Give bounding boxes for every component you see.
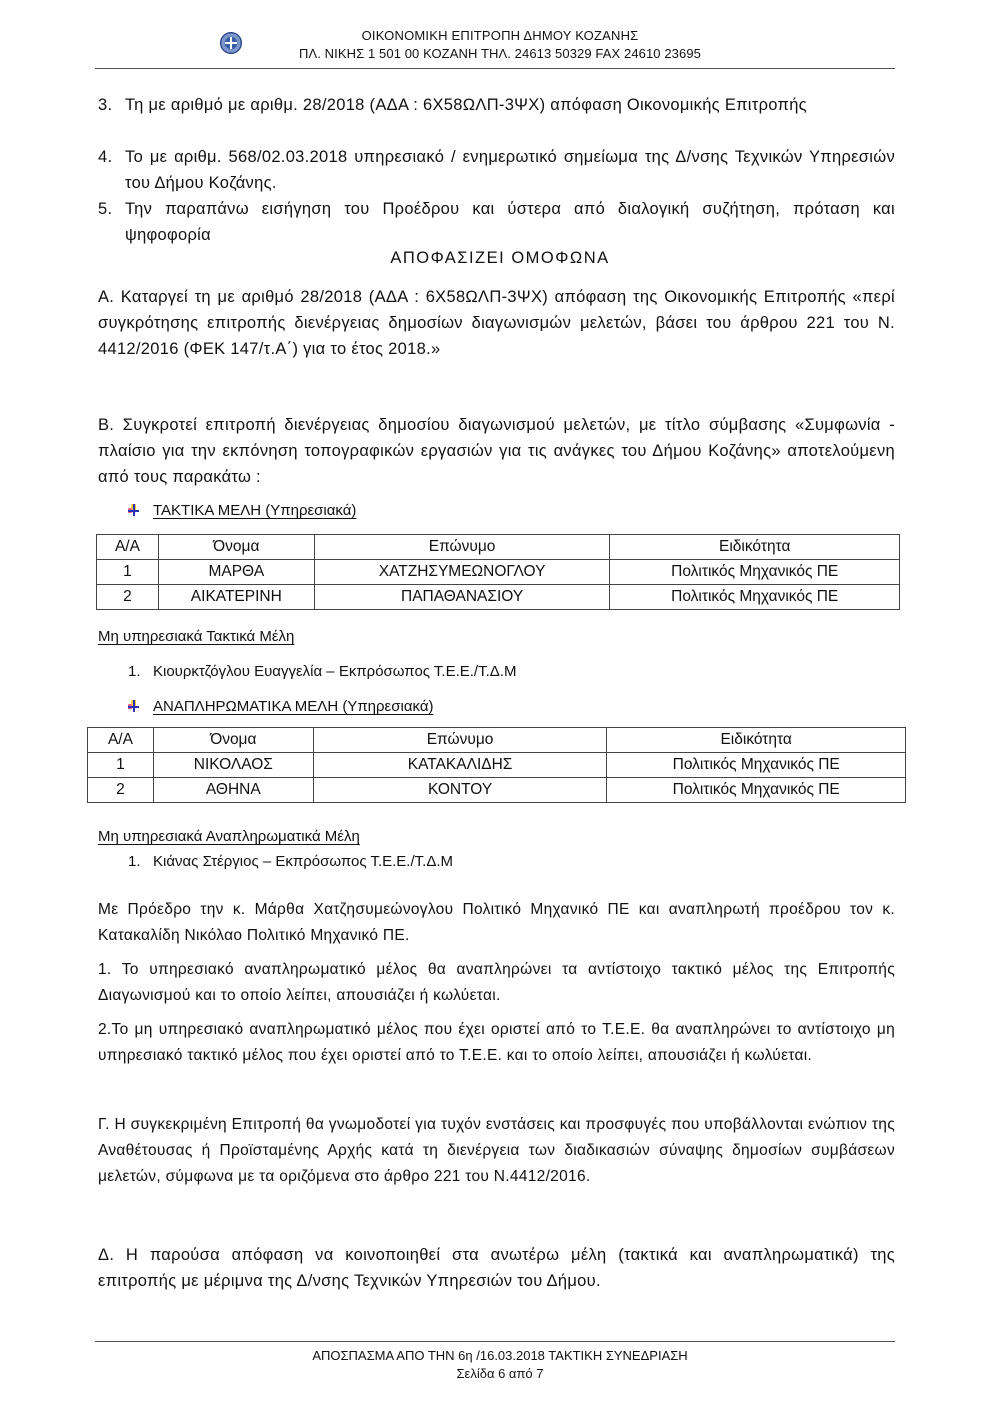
column-header: Α/Α xyxy=(88,728,154,753)
header-address: ΠΛ. ΝΙΚΗΣ 1 501 00 ΚΟΖΑΝΗ ΤΗΛ. 24613 50329 FAX 24610 23695 xyxy=(298,46,701,61)
cell-first-name: ΑΙΚΑΤΕΡΙΝΗ xyxy=(158,585,314,610)
item-number: 3. xyxy=(98,96,113,114)
cell-specialty: Πολιτικός Μηχανικός ΠΕ xyxy=(610,560,900,585)
non-service-regular-heading: Μη υπηρεσιακά Τακτικά Μέλη xyxy=(98,628,295,645)
table-row xyxy=(97,585,900,610)
item-text: Την παραπάνω εισήγηση του Προέδρου και ύστερα από διαλογική συζήτηση, πρόταση και ψηφοφορία xyxy=(125,200,895,244)
non-service-substitute-item: 1. Κιάνας Στέργιος – Εκπρόσωπος Τ.Ε.Ε./Τ.Δ.Μ xyxy=(128,853,454,870)
table-header-row xyxy=(88,728,906,753)
cell-first-name: ΑΘΗΝΑ xyxy=(153,778,313,803)
substitute-members-table xyxy=(87,727,906,803)
cell-index: 2 xyxy=(88,778,154,803)
item-text: Τη με αριθμό με αριθμ. 28/2018 (ΑΔΑ : 6Χ58ΩΛΠ-3ΨΧ) απόφαση Οικονομικής Επιτροπής xyxy=(125,96,807,114)
table-row xyxy=(97,560,900,585)
cell-first-name: ΜΑΡΘΑ xyxy=(158,560,314,585)
table-row xyxy=(88,778,906,803)
header-divider xyxy=(95,68,895,69)
footer-divider xyxy=(95,1341,895,1342)
column-header: Επώνυμο xyxy=(314,535,610,560)
bullet-arrow-icon xyxy=(128,700,139,712)
non-service-substitute-heading: Μη υπηρεσιακά Αναπληρωματικά Μέλη xyxy=(98,828,360,845)
section-c-paragraph: Γ. Η συγκεκριμένη Επιτροπή θα γνωμοδοτεί για τυχόν ενστάσεις και προσφυγές που υποβάλλονται ενώπιον της Αναθέτουσας ή Προϊσταμένης Αρχής κατά τη διενέργεια των διαδικασιών σύναψης δημοσίων συμβάσεων μελετών, σύμφωνα με τα οριζόμενα στο άρθρο 221 του Ν.4412/2016. xyxy=(98,1116,895,1185)
column-header: Επώνυμο xyxy=(313,728,607,753)
cell-specialty: Πολιτικός Μηχανικός ΠΕ xyxy=(607,753,906,778)
bullet-arrow-icon xyxy=(128,504,139,516)
section-b-paragraph: Β. Συγκροτεί επιτροπή διενέργειας δημοσίου διαγωνισμού μελετών, με τίτλο σύμβασης «Συμφωνία - πλαίσιο για την εκπόνηση τοπογραφικών εργασιών για τις ανάγκες του Δήμου Κοζάνης» αποτελούμενη από τους παρακάτω : xyxy=(98,416,895,486)
rule-1-paragraph: 1. Το υπηρεσιακό αναπληρωματικό μέλος θα αναπληρώνει τα αντίστοιχο τακτικό μέλος της Επιτροπής Διαγωνισμού και το οποίο λείπει, απουσιάζει ή κωλύεται. xyxy=(98,961,895,1004)
header-organization: ΟΙΚΟΝΟΜΙΚΗ ΕΠΙΤΡΟΠΗ ΔΗΜΟΥ ΚΟΖΑΝΗΣ xyxy=(361,28,639,43)
table-row xyxy=(88,753,906,778)
decision-title: ΑΠΟΦΑΣΙΖΕΙ ΟΜΟΦΩΝΑ xyxy=(390,249,610,267)
rule-2-paragraph: 2.Το μη υπηρεσιακό αναπληρωματικό μέλος που έχει οριστεί από το Τ.Ε.Ε. θα αναπληρώνει το αντίστοιχο μη υπηρεσιακό τακτικό μέλος που έχει οριστεί από το Τ.Ε.Ε. και το οποίο λείπει, απουσιάζει ή κωλύεται. xyxy=(98,1021,895,1064)
cell-first-name: ΝΙΚΟΛΑΟΣ xyxy=(153,753,313,778)
table-header-row xyxy=(97,535,900,560)
cell-surname: ΚΑΤΑΚΑΛΙΔΗΣ xyxy=(313,753,607,778)
column-header: Όνομα xyxy=(158,535,314,560)
non-service-regular-item: 1. Κιουρκτζόγλου Ευαγγελία – Εκπρόσωπος Τ.Ε.Ε./Τ.Δ.Μ xyxy=(128,663,517,680)
chair-paragraph: Με Πρόεδρο την κ. Μάρθα Χατζησυμεώνογλου Πολιτικό Μηχανικό ΠΕ και αναπληρωτή προέδρου τον κ. Κατακαλίδη Νικόλαο Πολιτικό Μηχανικό ΠΕ. xyxy=(98,901,895,944)
section-d-paragraph: Δ. Η παρούσα απόφαση να κοινοποιηθεί στα ανωτέρω μέλη (τακτικά και αναπληρωματικά) της επιτροπής με μέριμνα της Δ/νσης Τεχνικών Υπηρεσιών του Δήμου. xyxy=(98,1246,895,1290)
cell-surname: ΠΑΠΑΘΑΝΑΣΙΟΥ xyxy=(314,585,610,610)
item-number: 4. xyxy=(98,148,113,166)
column-header: Όνομα xyxy=(153,728,313,753)
item-number: 5. xyxy=(98,200,113,218)
cell-specialty: Πολιτικός Μηχανικός ΠΕ xyxy=(607,778,906,803)
numbered-item-5 xyxy=(98,196,895,248)
section-a-paragraph: Α. Καταργεί τη με αριθμό 28/2018 (ΑΔΑ : 6Χ58ΩΛΠ-3ΨΧ) απόφαση της Οικονομικής Επιτροπής «περί συγκρότησης επιτροπής διενέργειας δημοσίων διαγωνισμών μελετών, βάσει του άρθρου 221 του Ν. 4412/2016 (ΦΕΚ 147/τ.Α΄) για το έτος 2018.» xyxy=(98,288,895,358)
numbered-item-4 xyxy=(98,144,895,196)
cell-index: 1 xyxy=(88,753,154,778)
item-text: Το με αριθμ. 568/02.03.2018 υπηρεσιακό / ενημερωτικό σημείωμα της Δ/νσης Τεχνικών Υπηρεσιών του Δήμου Κοζάνης. xyxy=(125,148,895,192)
cell-specialty: Πολιτικός Μηχανικός ΠΕ xyxy=(610,585,900,610)
substitute-members-heading: ΑΝΑΠΛΗΡΩΜΑΤΙΚΑ ΜΕΛΗ (Υπηρεσιακά) xyxy=(128,696,434,718)
column-header: Α/Α xyxy=(97,535,159,560)
cell-index: 2 xyxy=(97,585,159,610)
numbered-item-3 xyxy=(98,92,895,118)
footer-session-info: ΑΠΟΣΠΑΣΜΑ ΑΠΟ ΤΗΝ 6η /16.03.2018 ΤΑΚΤΙΚΗ ΣΥΝΕΔΡΙΑΣΗ xyxy=(312,1348,688,1363)
cell-surname: ΧΑΤΖΗΣΥΜΕΩΝΟΓΛΟΥ xyxy=(314,560,610,585)
regular-members-table xyxy=(96,534,900,610)
cell-surname: ΚΟΝΤΟΥ xyxy=(313,778,607,803)
column-header: Ειδικότητα xyxy=(607,728,906,753)
page-number: Σελίδα 6 από 7 xyxy=(456,1366,544,1381)
cell-index: 1 xyxy=(97,560,159,585)
column-header: Ειδικότητα xyxy=(610,535,900,560)
regular-members-heading: ΤΑΚΤΙΚΑ ΜΕΛΗ (Υπηρεσιακά) xyxy=(128,500,356,522)
